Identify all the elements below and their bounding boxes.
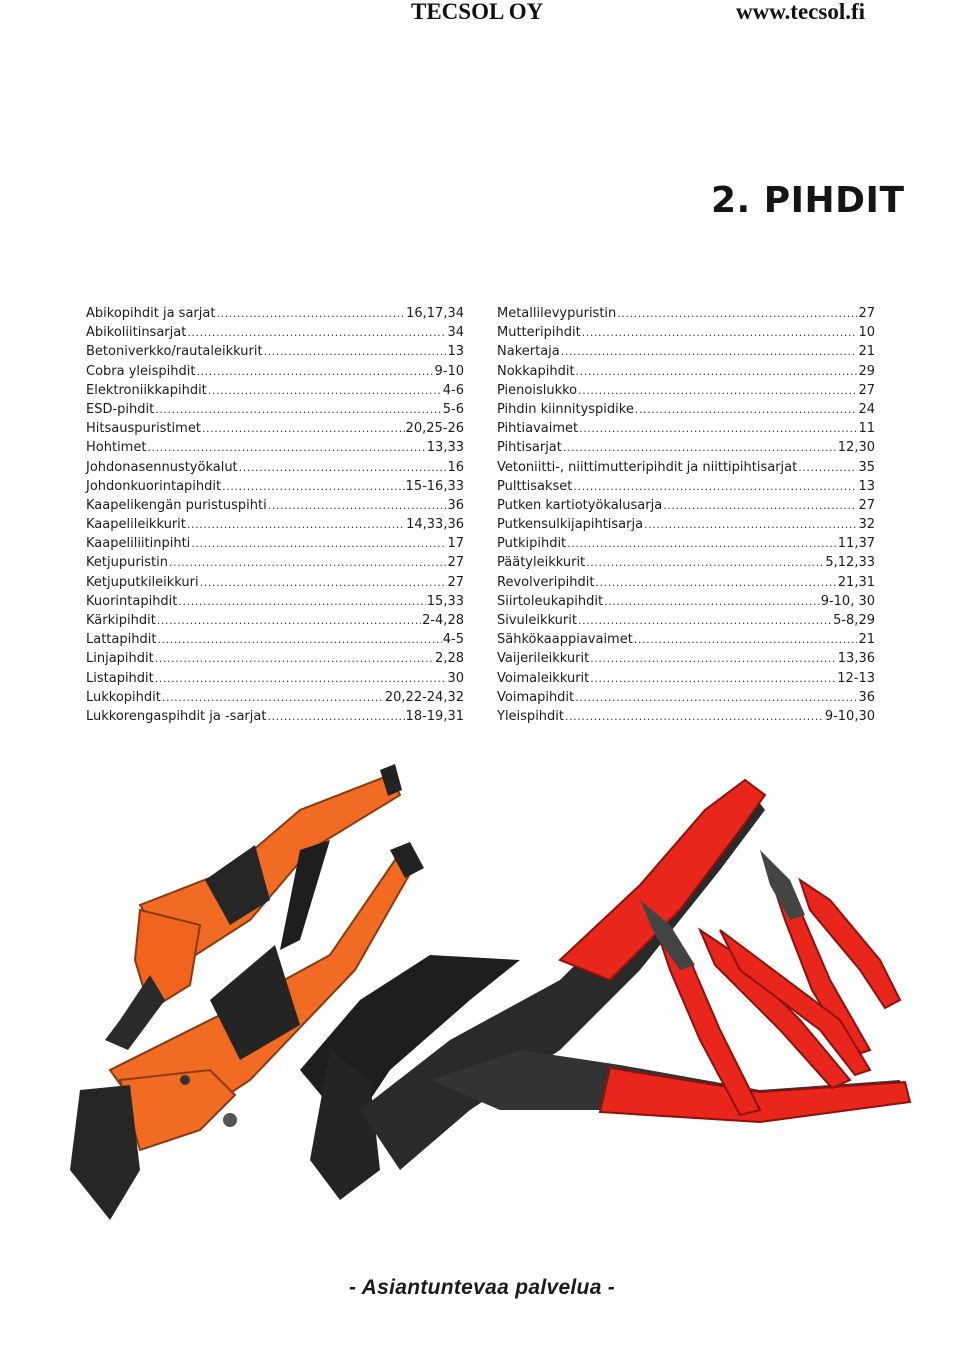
toc-leader-dots: [635, 400, 858, 419]
toc-entry: [497, 362, 875, 381]
toc-right-column: [497, 304, 875, 726]
toc-entry: [86, 649, 464, 668]
toc-entry-label: Kaapelikengän puristuspihti: [86, 497, 267, 513]
toc-entry-label: Betoniverkko/rautaleikkurit: [86, 344, 263, 360]
toc-leader-dots: [169, 553, 446, 572]
toc-entry: [86, 458, 464, 477]
footer-slogan: - Asiantuntevaa palvelua -: [349, 1276, 616, 1299]
company-name: TECSOL OY: [411, 0, 544, 24]
toc-entry: [497, 496, 875, 515]
toc-left-column: [86, 304, 464, 726]
toc-entry: [497, 688, 875, 707]
toc-entry-page: 21,31: [837, 574, 875, 590]
toc-entry-page: 29: [858, 363, 875, 379]
toc-leader-dots: [663, 496, 857, 515]
toc-entry-label: Pihtisarjat: [497, 440, 562, 456]
toc-entry: [497, 534, 875, 553]
toc-leader-dots: [578, 381, 857, 400]
toc-entry: [497, 438, 875, 457]
toc-entry: [86, 419, 464, 438]
toc-entry-page: 32: [858, 517, 875, 533]
toc-entry: [86, 553, 464, 572]
toc-leader-dots: [267, 707, 404, 726]
toc-entry: [497, 477, 875, 496]
toc-entry-page: 9-10, 30: [820, 593, 875, 609]
toc-entry-label: Kärkipihdit: [86, 613, 156, 628]
toc-leader-dots: [634, 630, 858, 649]
toc-entry-label: Voimaleikkurit: [497, 670, 590, 686]
company-website[interactable]: www.tecsol.fi: [736, 0, 866, 24]
toc-entry-page: 5,12,33: [825, 555, 875, 571]
toc-entry-label: Elektroniikkapihdit: [86, 382, 207, 398]
toc-entry-label: Pulttisakset: [497, 478, 573, 494]
toc-leader-dots: [147, 438, 425, 457]
toc-entry-label: Hitsauspuristimet: [86, 421, 201, 437]
toc-entry: [497, 592, 875, 611]
toc-entry-page: 27: [858, 382, 875, 398]
toc-entry-label: Linjapihdit: [86, 651, 154, 667]
toc-entry-page: 27: [858, 306, 875, 321]
toc-entry: [86, 342, 464, 361]
toc-entry-page: 12,30: [837, 440, 875, 456]
toc-entry-label: Yleispihdit: [497, 708, 564, 724]
toc-entry-label: Lukkorengaspihdit ja -sarjat: [86, 708, 267, 724]
toc-entry-page: 20,22-24,32: [384, 689, 464, 705]
toc-entry-page: 27: [447, 574, 464, 590]
toc-entry-label: Pienoislukko: [497, 382, 578, 398]
toc-entry: [497, 304, 875, 323]
toc-entry-label: Johdonkuorintapihdit: [86, 478, 222, 494]
toc-entry: [497, 419, 875, 438]
toc-entry-page: 5-6: [442, 401, 464, 417]
toc-entry: [86, 611, 464, 630]
toc-entry-label: Vaijerileikkurit: [497, 651, 590, 667]
toc-entry-page: 17: [447, 536, 464, 552]
toc-entry: [86, 400, 464, 419]
toc-entry-page: 4-6: [442, 382, 464, 398]
toc-leader-dots: [155, 669, 447, 688]
toc-entry-label: Abikoliitinsarjat: [86, 325, 187, 341]
page-title: 2. PIHDIT: [711, 180, 905, 221]
toc-leader-dots: [202, 419, 405, 438]
toc-entry-page: 11,37: [837, 536, 875, 552]
toc-leader-dots: [157, 611, 421, 630]
toc-entry-page: 36: [447, 497, 464, 513]
toc-entry-page: 10: [858, 325, 875, 341]
toc-entry-page: 2-4,28: [422, 613, 464, 628]
pliers-photo: [0, 750, 960, 1310]
toc-leader-dots: [178, 592, 425, 611]
toc-entry-page: 11: [858, 421, 875, 437]
toc-entry-page: 13: [447, 344, 464, 360]
toc-entry-label: Metallilevypuristin: [497, 306, 617, 321]
toc-leader-dots: [162, 688, 384, 707]
toc-entry-label: Voimapihdit: [497, 689, 575, 705]
toc-entry-page: 4-5: [442, 632, 464, 648]
toc-leader-dots: [187, 323, 446, 342]
toc-leader-dots: [191, 534, 446, 553]
toc-entry: [86, 362, 464, 381]
toc-entry-page: 21: [858, 632, 875, 648]
toc-entry: [497, 669, 875, 688]
toc-entry: [86, 381, 464, 400]
toc-entry: [497, 630, 875, 649]
toc-entry-label: Listapihdit: [86, 670, 154, 686]
toc-leader-dots: [222, 477, 404, 496]
toc-entry-page: 18-19,31: [405, 708, 464, 724]
toc-entry-page: 36: [858, 689, 875, 705]
toc-entry: [497, 573, 875, 592]
toc-entry-label: Päätyleikkurit: [497, 555, 586, 571]
toc-entry: [497, 342, 875, 361]
toc-entry: [86, 592, 464, 611]
toc-entry: [497, 649, 875, 668]
toc-leader-dots: [576, 362, 858, 381]
toc-entry: [86, 496, 464, 515]
toc-entry-label: Kaapelileikkurit: [86, 517, 186, 533]
toc-entry-label: Kaapeliliitinpihti: [86, 536, 191, 552]
toc-leader-dots: [586, 553, 824, 572]
toc-entry: [86, 304, 464, 323]
toc-entry-page: 9-10: [434, 363, 464, 379]
toc-leader-dots: [563, 438, 837, 457]
toc-entry-label: Mutteripihdit: [497, 325, 581, 341]
toc-entry-label: Kuorintapihdit: [86, 593, 178, 609]
toc-leader-dots: [579, 419, 857, 438]
toc-leader-dots: [264, 342, 447, 361]
toc-leader-dots: [268, 496, 447, 515]
toc-entry-page: 13,33: [426, 440, 464, 456]
toc-entry-page: 16,17,34: [406, 306, 464, 321]
toc-entry: [497, 707, 875, 726]
toc-entry-label: Sivuleikkurit: [497, 613, 577, 628]
toc-entry-label: Johdonasennustyökalut: [86, 459, 238, 475]
toc-leader-dots: [208, 381, 442, 400]
toc-entry: [497, 458, 875, 477]
toc-entry-label: Lukkopihdit: [86, 689, 161, 705]
toc-entry: [86, 323, 464, 342]
toc-entry-label: Putkipihdit: [497, 536, 567, 552]
toc-leader-dots: [578, 611, 832, 630]
toc-leader-dots: [196, 362, 433, 381]
toc-entry-page: 24: [858, 401, 875, 417]
toc-entry-page: 16: [447, 459, 464, 475]
toc-entry: [86, 688, 464, 707]
toc-leader-dots: [155, 400, 442, 419]
toc-entry: [86, 707, 464, 726]
toc-entry: [497, 515, 875, 534]
toc-entry: [497, 553, 875, 572]
toc-entry: [86, 573, 464, 592]
toc-leader-dots: [187, 515, 405, 534]
toc-entry: [86, 630, 464, 649]
toc-entry-page: 27: [447, 555, 464, 571]
toc-entry-label: Abikopihdit ja sarjat: [86, 306, 216, 321]
toc-leader-dots: [561, 342, 858, 361]
toc-entry-label: Nakertaja: [497, 344, 560, 360]
toc-leader-dots: [590, 669, 836, 688]
toc-leader-dots: [575, 688, 857, 707]
toc-entry: [86, 669, 464, 688]
toc-entry: [86, 438, 464, 457]
toc-entry-page: 21: [858, 344, 875, 360]
toc-entry-label: Pihdin kiinnityspidike: [497, 401, 634, 417]
toc-entry: [497, 381, 875, 400]
toc-entry: [497, 323, 875, 342]
toc-entry: [86, 477, 464, 496]
toc-entry: [497, 400, 875, 419]
toc-leader-dots: [565, 707, 824, 726]
toc-entry-page: 27: [858, 497, 875, 513]
toc-leader-dots: [604, 592, 820, 611]
toc-entry-label: Cobra yleispihdit: [86, 363, 196, 379]
toc-entry-page: 14,33,36: [406, 517, 464, 533]
toc-entry-page: 15,33: [426, 593, 464, 609]
toc-entry-label: Ketjupuristin: [86, 555, 168, 571]
toc-leader-dots: [157, 630, 441, 649]
toc-entry-page: 20,25-26: [405, 421, 464, 437]
toc-leader-dots: [567, 534, 837, 553]
toc-leader-dots: [155, 649, 434, 668]
toc-entry-label: Lattapihdit: [86, 632, 157, 648]
toc-entry-label: Revolveripihdit: [497, 574, 595, 590]
toc-entry-page: 12-13: [837, 670, 875, 686]
toc-entry-label: ESD-pihdit: [86, 401, 155, 417]
toc-entry-label: Vetoniitti-, niittimutteripihdit ja niittipihtisarjat: [497, 459, 798, 475]
toc-leader-dots: [216, 304, 405, 323]
toc-entry-page: 34: [447, 325, 464, 341]
toc-entry-label: Ketjuputkileikkuri: [86, 574, 199, 590]
toc-entry-page: 13: [858, 478, 875, 494]
toc-entry-page: 2,28: [435, 651, 464, 667]
toc-leader-dots: [239, 458, 447, 477]
toc-leader-dots: [200, 573, 447, 592]
toc-entry-label: Putken kartiotyökalusarja: [497, 497, 663, 513]
toc-leader-dots: [644, 515, 857, 534]
toc-leader-dots: [590, 649, 837, 668]
toc-leader-dots: [573, 477, 857, 496]
toc-entry-label: Sähkökaappiavaimet: [497, 632, 633, 648]
toc-entry: [86, 534, 464, 553]
toc-entry: [86, 515, 464, 534]
toc-entry-page: 15-16,33: [405, 478, 464, 494]
toc-entry: [497, 611, 875, 630]
toc-entry-page: 35: [858, 459, 875, 475]
toc-entry-page: 5-8,29: [833, 613, 875, 628]
toc-entry-label: Siirtoleukapihdit: [497, 593, 604, 609]
toc-entry-page: 9-10,30: [824, 708, 875, 724]
toc-entry-page: 13,36: [837, 651, 875, 667]
toc-leader-dots: [617, 304, 857, 323]
toc-entry-page: 30: [447, 670, 464, 686]
toc-leader-dots: [798, 458, 857, 477]
toc-leader-dots: [595, 573, 836, 592]
toc-entry-label: Putkensulkijapihtisarja: [497, 517, 644, 533]
toc-entry-label: Pihtiavaimet: [497, 421, 579, 437]
toc-entry-label: Hohtimet: [86, 440, 147, 456]
toc-leader-dots: [582, 323, 858, 342]
toc-entry-label: Nokkapihdit: [497, 363, 575, 379]
